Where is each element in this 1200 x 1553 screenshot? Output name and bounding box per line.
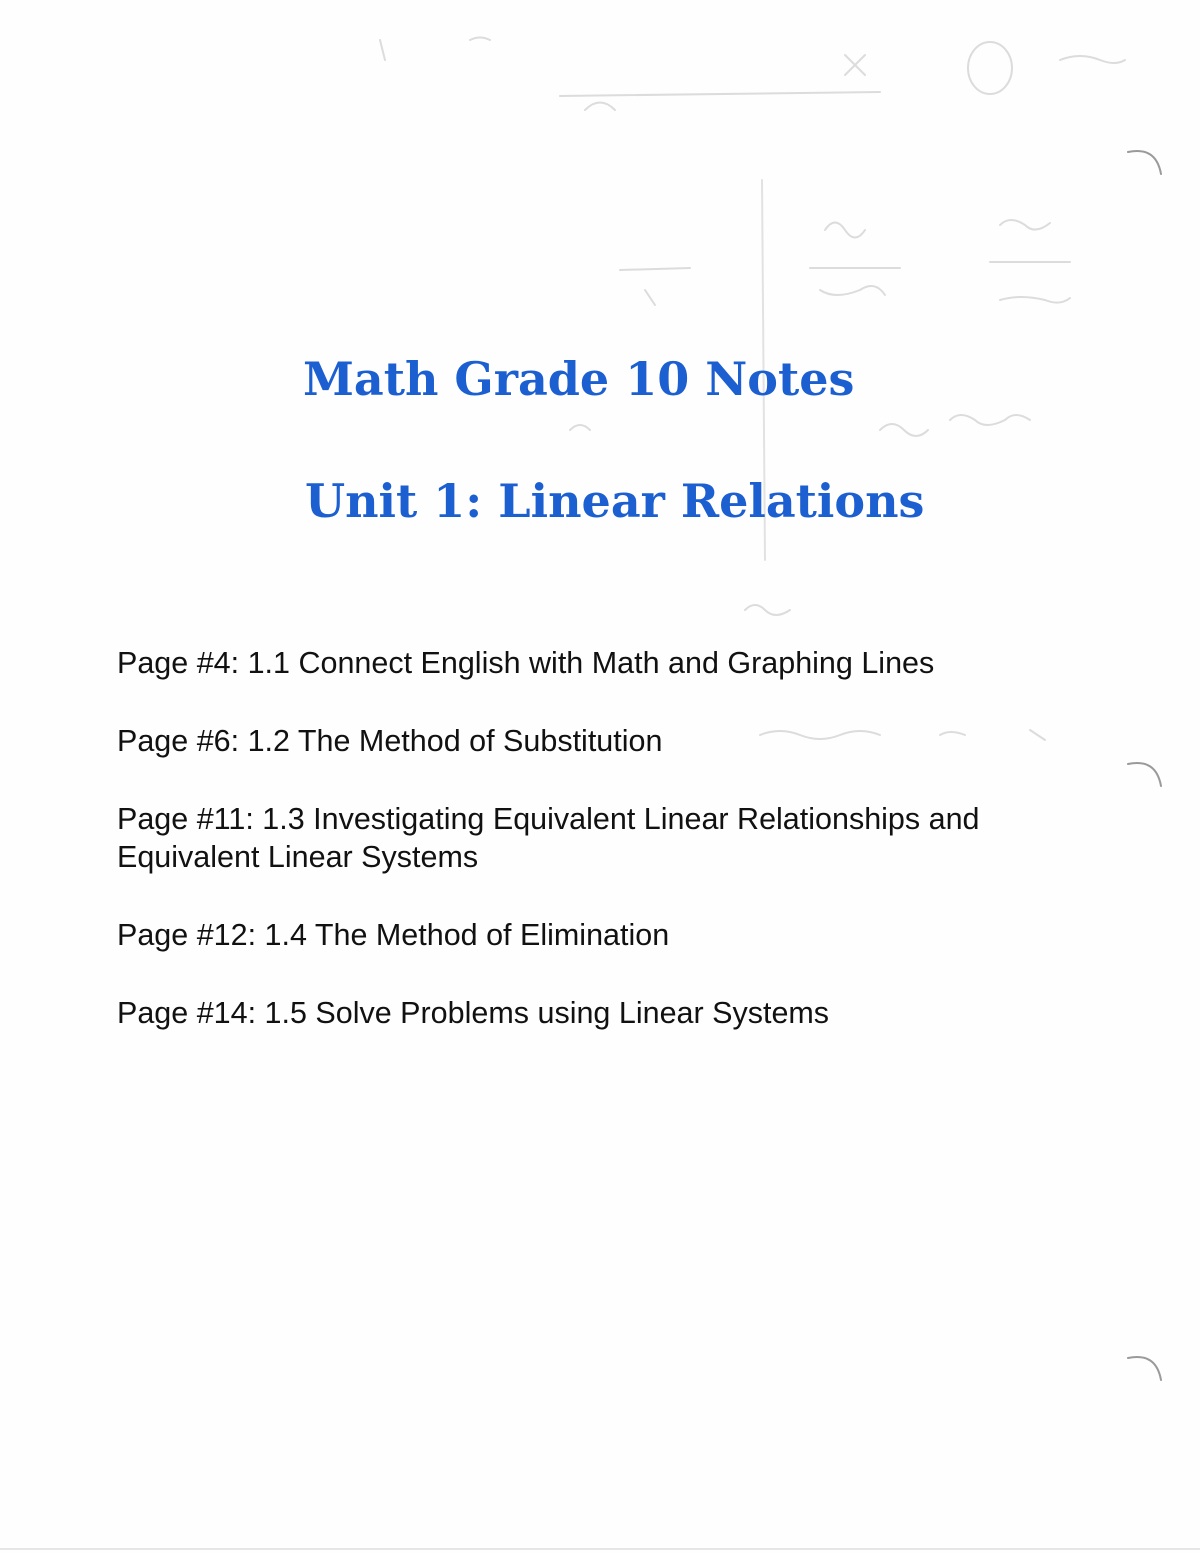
toc-entry: Page #12: 1.4 The Method of Elimination bbox=[117, 918, 670, 952]
toc-entry: Page #4: 1.1 Connect English with Math and Graphing Lines bbox=[117, 646, 935, 680]
toc-entry: Page #6: 1.2 The Method of Substitution bbox=[117, 724, 663, 758]
scan-bottom-edge bbox=[0, 1548, 1200, 1550]
toc-entry: Page #14: 1.5 Solve Problems using Linear Systems bbox=[117, 996, 830, 1030]
table-of-contents bbox=[117, 644, 1107, 1072]
toc-entry: Page #11: 1.3 Investigating Equivalent Linear Relationships and Equivalent Linear Systems bbox=[117, 802, 980, 874]
document-title: Math Grade 10 Notes bbox=[303, 352, 855, 406]
unit-title: Unit 1: Linear Relations bbox=[305, 474, 925, 528]
